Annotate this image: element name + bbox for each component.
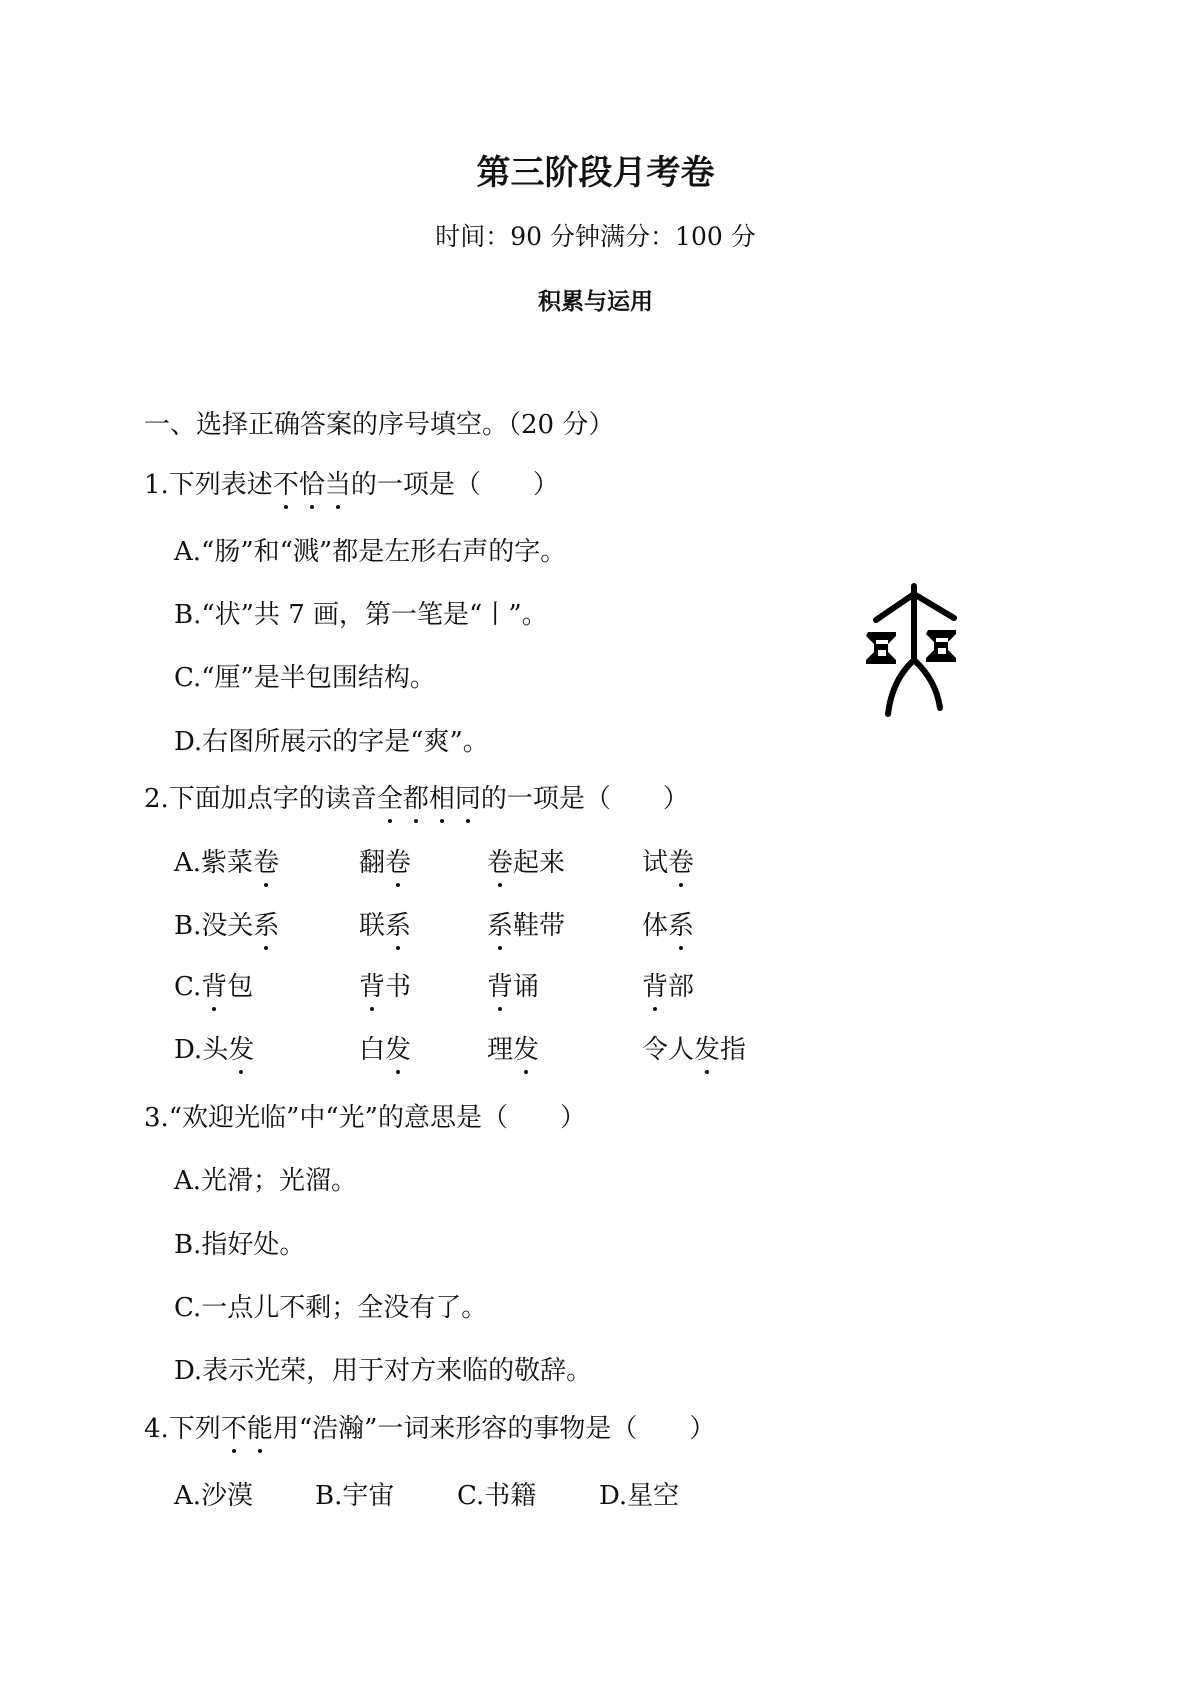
question-2-option-b-word [359,911,411,941]
question-2-option-d-word [174,1035,254,1065]
question-2-option-c-word [174,972,253,1002]
dotted-char: 全 [376,784,403,814]
word-text: 令人 [642,1035,695,1065]
ancient-character-shuang-icon [862,580,966,720]
stem-text: 的一项是（ ） [480,784,689,814]
dotted-char: 背 [359,972,386,1002]
word-text: 头 [202,1035,229,1065]
dotted-char: 能 [246,1414,273,1444]
question-3-option-a: A.光滑；光溜。 [174,1166,358,1196]
question-2-option-d-word [359,1035,411,1065]
dotted-char: 发 [694,1035,721,1065]
question-2-option-a-word [642,848,694,878]
word-text: 白 [359,1035,386,1065]
option-label: D. [174,1035,203,1065]
question-4-option-d: D.星空 [599,1481,680,1511]
exam-title: 第三阶段月考卷 [476,153,715,193]
dotted-char: 恰 [298,470,325,500]
question-4-option-b: B.宇宙 [315,1481,395,1511]
word-text: 起来 [513,848,566,878]
question-1-stem [144,470,559,500]
dotted-char: 卷 [253,848,280,878]
dotted-char: 系 [385,911,412,941]
word-text: 试 [642,848,669,878]
word-text: 理 [487,1035,514,1065]
dotted-char: 发 [513,1035,540,1065]
word-text: 包 [227,972,254,1002]
question-2-stem [144,784,689,814]
dotted-char: 相 [428,784,455,814]
stem-text: 的一项是（ ） [350,470,559,500]
question-2-option-a-word [359,848,411,878]
dotted-char: 不 [272,470,299,500]
exam-time-score: 时间：90 分钟满分：100 分 [435,222,756,251]
question-3-option-b: B.指好处。 [174,1230,306,1260]
word-text: 翻 [359,848,386,878]
word-text: 鞋带 [513,911,566,941]
question-2-option-c-word [642,972,694,1002]
word-text: 部 [668,972,695,1002]
question-2-option-b-word [642,911,694,941]
question-2-option-b-word [174,911,279,941]
question-1-option-a: A.“肠”和“溅”都是左形右声的字。 [174,537,567,567]
question-1-option-c: C.“厘”是半包围结构。 [174,663,436,693]
dotted-char: 系 [668,911,695,941]
dotted-char: 背 [487,972,514,1002]
word-text: 书 [385,972,412,1002]
question-4-stem [144,1414,715,1444]
option-label: B. [174,911,202,941]
part1-heading: 一、选择正确答案的序号填空。（20 分） [144,410,615,440]
stem-text: 用“浩瀚”一词来形容的事物是（ ） [272,1414,716,1444]
stem-text: 1.下列表述 [144,470,273,500]
question-4-option-a: A.沙漠 [174,1481,254,1511]
question-2-option-b-word [487,911,565,941]
question-2-option-c-word [359,972,411,1002]
question-1-option-d: D.右图所展示的字是“爽”。 [174,727,489,757]
dotted-char: 背 [201,972,228,1002]
question-2-option-c-word [487,972,539,1002]
dotted-char: 发 [228,1035,255,1065]
word-text: 紫菜 [201,848,254,878]
dotted-char: 卷 [385,848,412,878]
dotted-char: 当 [324,470,351,500]
word-text: 没关 [201,911,254,941]
dotted-char: 不 [220,1414,247,1444]
word-text: 联 [359,911,386,941]
question-2-option-d-word [487,1035,539,1065]
question-2-option-a-word [174,848,279,878]
option-label: A. [174,848,202,878]
dotted-char: 系 [253,911,280,941]
word-text: 诵 [513,972,540,1002]
dotted-char: 发 [385,1035,412,1065]
stem-text: 4.下列 [144,1414,221,1444]
dotted-char: 卷 [668,848,695,878]
dotted-char: 背 [642,972,669,1002]
question-2-option-d-word [642,1035,746,1065]
section-heading: 积累与运用 [538,289,653,315]
stem-text: 2.下面加点字的读音 [144,784,377,814]
dotted-char: 系 [487,911,514,941]
dotted-char: 卷 [487,848,514,878]
dotted-char: 同 [454,784,481,814]
word-text: 指 [720,1035,747,1065]
word-text: 体 [642,911,669,941]
option-label: C. [174,972,202,1002]
question-2-option-a-word [487,848,565,878]
dotted-char: 都 [402,784,429,814]
question-3-stem: 3.“欢迎光临”中“光”的意思是（ ） [144,1103,586,1133]
question-3-option-d: D.表示光荣，用于对方来临的敬辞。 [174,1356,593,1386]
question-1-option-b: B.“状”共 7 画，第一笔是“丨”。 [174,600,548,630]
question-4-option-c: C.书籍 [457,1481,537,1511]
question-3-option-c: C.一点儿不剩；全没有了。 [174,1293,488,1323]
